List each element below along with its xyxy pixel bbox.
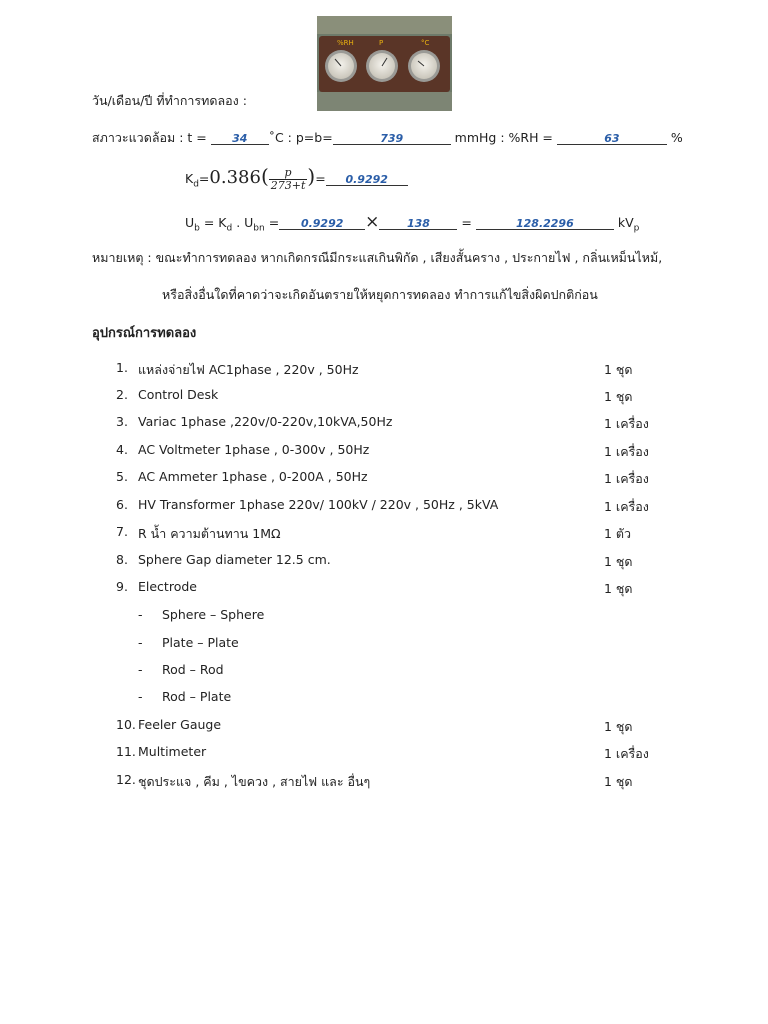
item-qty: 1 ชุด — [604, 774, 633, 789]
kd-fraction — [269, 167, 308, 192]
item-qty: 1 ชุด — [604, 581, 633, 596]
kd-frac-num: p — [269, 167, 308, 180]
item-number: 12. — [116, 772, 136, 787]
pressure-gauge — [366, 50, 398, 82]
item-qty: 1 เครื่อง — [604, 444, 649, 459]
dash: - — [138, 607, 143, 622]
gauge-photo — [317, 16, 452, 111]
item-text: Feeler Gauge — [138, 717, 222, 732]
item-text: ชุดประแจ , คีม , ไขควง , สายไฟ และ อื่นๆ — [138, 774, 371, 789]
ub-formula — [185, 212, 639, 234]
ambient-celsius-label: ˚C : p=b= — [268, 130, 333, 145]
electrode-text: Rod – Rod — [162, 662, 224, 677]
item-qty: 1 ชุด — [604, 389, 633, 404]
item-text: R น้ำ ความต้านทาน 1MΩ — [138, 526, 281, 541]
item-number: 11. — [116, 744, 136, 759]
electrode-text: Plate – Plate — [162, 635, 239, 650]
note-line-1: หมายเหตุ : ขณะทำการทดลอง หากเกิดกรณีมีกระแสเกินพิกัด , เสียงสั้นคราง , ประกายไฟ , กลิ่นเหม็นไหม้, — [92, 250, 663, 265]
ambient-line — [92, 128, 683, 148]
item-text: AC Voltmeter 1phase , 0-300v , 50Hz — [138, 442, 370, 457]
item-qty: 1 เครื่อง — [604, 471, 649, 486]
item-text: Multimeter — [138, 744, 207, 759]
kd-frac-den: 273+t — [270, 179, 306, 192]
ub-v1-field[interactable] — [279, 215, 365, 230]
kd-sub: d — [193, 179, 199, 190]
electrode-text: Sphere – Sphere — [162, 607, 265, 622]
ambient-t-value: 34 — [232, 132, 248, 145]
ub-result-field[interactable] — [476, 215, 614, 230]
ambient-mmhg-label: mmHg : %RH = — [454, 130, 553, 145]
ub-v1: 0.9292 — [300, 217, 344, 230]
ambient-rh-field[interactable] — [557, 130, 667, 145]
item-qty: 1 เครื่อง — [604, 746, 649, 761]
ub-sub: b — [194, 223, 200, 234]
item-number: 5. — [116, 469, 128, 484]
kd-value: 0.9292 — [345, 173, 388, 186]
dash: - — [138, 662, 143, 677]
item-qty: 1 ชุด — [604, 719, 633, 734]
item-qty: 1 เครื่อง — [604, 499, 649, 514]
dash: - — [138, 689, 143, 704]
dash: - — [138, 635, 143, 650]
ambient-rh-value: 63 — [604, 132, 620, 145]
kd-label: K — [185, 171, 194, 186]
gauge-label-c: °C — [421, 39, 430, 47]
item-number: 1. — [116, 360, 128, 375]
humidity-gauge — [325, 50, 357, 82]
ambient-t-field[interactable] — [211, 130, 269, 145]
ub-eq3: = — [461, 215, 472, 230]
item-qty: 1 เครื่อง — [604, 416, 649, 431]
ub-label: U — [185, 215, 195, 230]
item-text: AC Ammeter 1phase , 0-200A , 50Hz — [138, 469, 368, 484]
item-text: Variac 1phase ,220v/0-220v,10kVA,50Hz — [138, 414, 393, 429]
item-qty: 1 ชุด — [604, 554, 633, 569]
ub-eq: = K — [199, 215, 227, 230]
ub-bn-sub: bn — [253, 223, 265, 234]
ambient-p-value: 739 — [380, 132, 404, 145]
item-number: 6. — [116, 497, 128, 512]
kd-result-eq: = — [315, 171, 326, 186]
ambient-percent-label: % — [670, 130, 683, 145]
item-number: 7. — [116, 524, 128, 539]
item-text: แหล่งจ่ายไฟ AC1phase , 220v , 50Hz — [138, 362, 359, 377]
item-number: 9. — [116, 579, 128, 594]
kd-result-field[interactable] — [326, 171, 408, 186]
item-number: 8. — [116, 552, 128, 567]
ambient-p-field[interactable] — [333, 130, 451, 145]
ub-kd-sub: d — [226, 223, 233, 234]
item-number: 10. — [116, 717, 136, 732]
electrode-text: Rod – Plate — [162, 689, 232, 704]
item-text: Electrode — [138, 579, 197, 594]
kd-eq: = — [198, 171, 210, 186]
note-line-2: หรือสิ่งอื่นใดที่คาดว่าจะเกิดอันตรายให้หยุดการทดลอง ทำการแก้ไขสิ่งผิดปกติก่อน — [162, 287, 598, 302]
item-number: 3. — [116, 414, 128, 429]
ub-result: 128.2296 — [515, 217, 574, 230]
item-text: HV Transformer 1phase 220v/ 100kV / 220v , 50Hz , 5kVA — [138, 497, 499, 512]
gauge-label-p: P — [379, 39, 384, 47]
item-qty: 1 ชุด — [604, 362, 633, 377]
item-number: 2. — [116, 387, 128, 402]
equipment-heading: อุปกรณ์การทดลอง — [92, 326, 197, 341]
temperature-gauge — [408, 50, 440, 82]
item-number: 4. — [116, 442, 128, 457]
times-symbol: × — [365, 212, 380, 232]
ub-v2: 138 — [406, 217, 430, 230]
ub-unit-sub: p — [633, 223, 640, 234]
ub-dot: . U — [232, 215, 254, 230]
ub-v2-field[interactable] — [379, 215, 457, 230]
ub-eq2: = — [264, 215, 280, 230]
kd-const: 0.386 — [209, 167, 261, 188]
ambient-t-label: สภาวะแวดล้อม : t = — [92, 130, 207, 145]
gauge-label-rh: %RH — [337, 39, 354, 47]
item-text: Control Desk — [138, 387, 219, 402]
date-label: วัน/เดือน/ปี ที่ทำการทดลอง : — [92, 93, 247, 108]
item-text: Sphere Gap diameter 12.5 cm. — [138, 552, 331, 567]
item-qty: 1 ตัว — [604, 526, 632, 541]
kd-formula: $K_d=0.386$( $\frac{p}{273+t}$ )= 0.9292 — [185, 164, 408, 192]
ub-unit: kV — [617, 215, 634, 230]
